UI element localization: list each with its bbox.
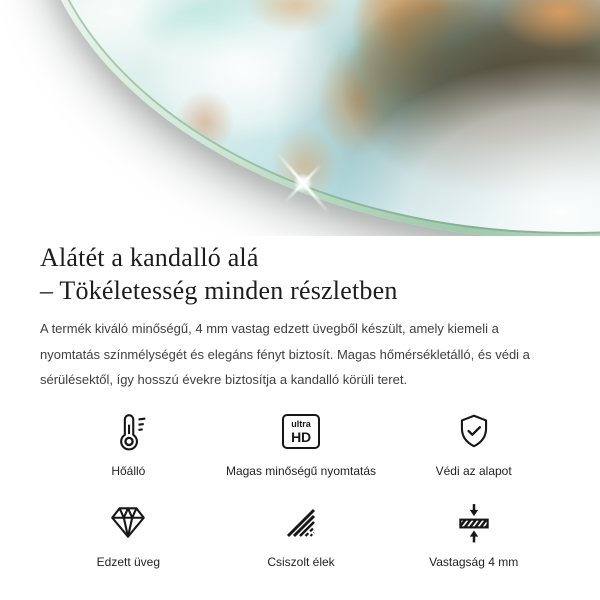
thickness-icon [453,500,495,546]
polished-edge-icon [281,500,321,546]
feature-label: Védi az alapot [435,463,512,478]
thermometer-icon [107,409,149,455]
ultra-hd-badge-bottom: HD [291,428,311,445]
feature-label: Magas minőségű nyomtatás [225,463,377,478]
features-grid [40,409,560,569]
feature-item-polished-edges [215,500,388,569]
product-info-section [0,241,600,569]
feature-item-heat-resistant [42,409,215,478]
feature-label: Csiszolt élek [267,554,335,569]
page-title [40,241,560,307]
feature-item-protects-base [387,409,560,478]
title-line-1: Alátét a kandalló alá [40,243,259,272]
shield-check-icon [453,409,495,455]
diamond-icon [107,500,149,546]
ultra-hd-icon [282,409,320,455]
product-description: A termék kiváló minőségű, 4 mm vastag edzett üvegből készült, amely kiemeli a nyomtatás színmélységét és elegáns fényt biztosít. Magas hőmérsékletálló, és védi a sérülésektől, így hosszú évekre biztosítja a kandalló körüli teret. [40,321,530,387]
feature-item-high-quality-print [215,409,388,478]
hero-section [0,0,600,236]
feature-item-tempered-glass [42,500,215,569]
title-line-2: – Tökéletesség minden részletben [40,276,398,305]
feature-label: Vastagság 4 mm [429,554,519,569]
feature-item-thickness [387,500,560,569]
feature-label: Edzett üveg [96,554,161,569]
ultra-hd-badge-top: ultra [291,418,311,429]
feature-label: Hőálló [111,463,146,478]
